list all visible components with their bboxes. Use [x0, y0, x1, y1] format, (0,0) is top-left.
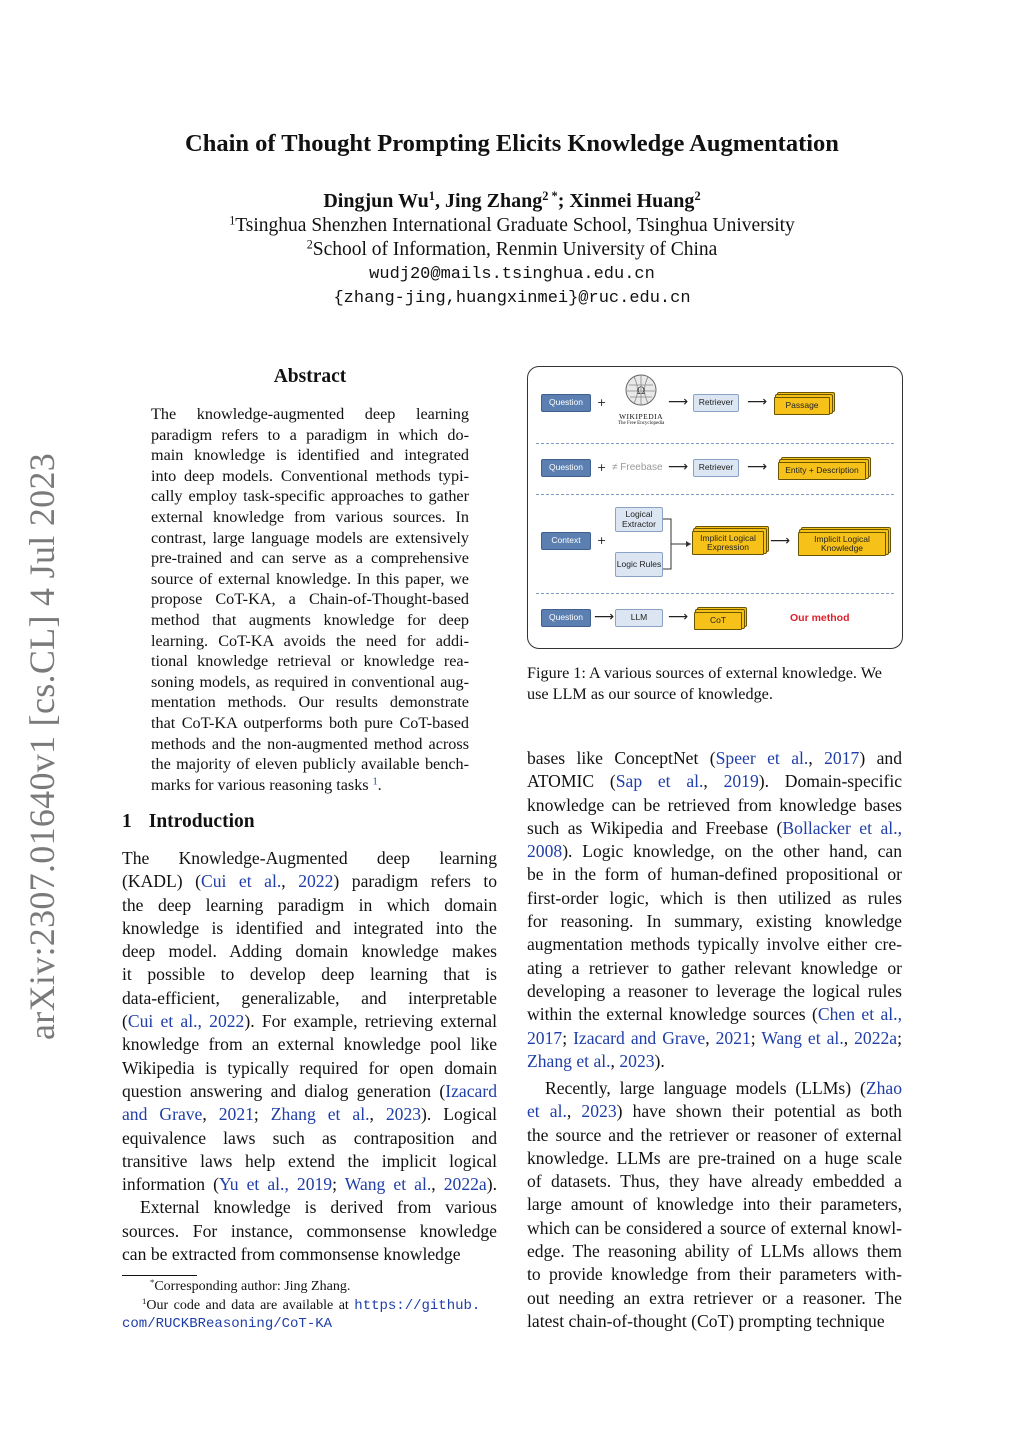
question-box: Question [541, 459, 591, 477]
abstract-line: paradigm refers to a paradigm in which do- [151, 425, 469, 444]
abstract-line: the majority of eleven publicly available bench- [151, 755, 469, 774]
abstract-line: soning models, as required in conventional aug- [151, 672, 469, 691]
plus-symbol: + [597, 396, 607, 409]
citation-link[interactable]: 2017 [527, 1027, 563, 1048]
abstract-line: cally employ task-specific approaches to gather [151, 487, 469, 506]
text-line: knowledge can be retrieved from knowledge bases [527, 794, 902, 815]
text-line: the source and the retriever or reasoner of external [527, 1124, 902, 1145]
arrow-icon: ⟶ [770, 533, 791, 549]
text-line: data-efficient, generalizable, and interpretable [122, 987, 497, 1008]
retriever-box: Retriever [693, 459, 739, 477]
text-line: Recently, large language models (LLMs) (Zhao [545, 1078, 902, 1098]
figure-caption: Figure 1: A various sources of external knowledge. We use LLM as our source of knowledge. [527, 664, 882, 703]
citation-link[interactable]: 2023 [619, 1050, 655, 1071]
abstract-line: methods and the non-augmented method across [151, 734, 469, 753]
footnote: *Corresponding author: Jing Zhang. [150, 1277, 351, 1294]
citation-link[interactable]: 2021 [218, 1104, 254, 1125]
text-line: such as Wikipedia and Freebase (Bollacker et al., [527, 817, 902, 838]
citation-link[interactable]: Zhao [865, 1078, 902, 1098]
citation-link[interactable]: Sap et al. [615, 771, 704, 792]
citation-link[interactable]: 2017 [824, 748, 860, 768]
text-line: et al., 2023) have shown their potential as both [527, 1101, 902, 1122]
citation-link[interactable]: 2022a [443, 1174, 487, 1195]
abstract-line: mentation methods. Our results demonstrate [151, 693, 469, 712]
affiliation: $^2$School of Information, Renmin University of China [306, 237, 718, 260]
abstract-line: learning. CoT-KA avoids the need for addi- [151, 631, 469, 650]
arrow-icon: ⟶ [668, 394, 689, 410]
author-name: Dingjun Wu [323, 190, 429, 212]
affiliation: $^1$Tsinghua Shenzhen International Graduate School, Tsinghua University [229, 213, 795, 236]
question-box: Question [541, 394, 591, 412]
text-line: bases like ConceptNet (Speer et al., 2017) and [527, 748, 902, 768]
arrow-icon: ⟶ [668, 609, 689, 625]
footnote-divider [122, 1275, 197, 1276]
arrow-icon: ⟶ [668, 459, 689, 475]
text-line: 2008). Logic knowledge, on the other hand, can [527, 841, 902, 862]
author-name: , Jing Zhang [434, 190, 543, 212]
text-line: within the external knowledge sources (Chen et al., [527, 1004, 902, 1025]
citation-link[interactable]: 2019 [723, 771, 759, 792]
citation-link[interactable]: Bollacker et al., [782, 817, 902, 838]
our-method-label: Our method [790, 612, 850, 624]
text-line: developing a reasoner to leverage the logical rules [527, 980, 902, 1001]
text-line: Wikipedia is typically required for open domain [122, 1057, 497, 1078]
citation-link[interactable]: Zhang et al. [270, 1104, 370, 1125]
question-box: Question [541, 609, 591, 627]
text-line: External knowledge is derived from various [140, 1197, 497, 1218]
text-line: knowledge is identified and integrated into the [122, 917, 497, 938]
text-line: can be extracted from commonsense knowledge [122, 1244, 461, 1265]
text-line: the deep learning paradigm in which domain [122, 894, 497, 915]
globe-icon [624, 373, 658, 407]
code-url-link[interactable]: https://github. [354, 1297, 481, 1314]
implicit-knowledge-box: Implicit Logical Knowledge [798, 532, 886, 556]
abstract-line: propose CoT-KA, a Chain-of-Thought-based [151, 590, 469, 609]
citation-link[interactable]: Cui et al. [200, 871, 282, 892]
implicit-expression-box: Implicit Logical Expression [692, 531, 764, 555]
text-line: to provide knowledge from their parameters with- [527, 1264, 902, 1285]
row-divider [536, 593, 894, 594]
wikipedia-tagline: The Free Encyclopedia [618, 421, 665, 426]
text-line: sources. For instance, commonsense knowledge [122, 1220, 497, 1241]
affiliation-marker: 2 [694, 189, 701, 204]
merge-arrow-icon [663, 515, 693, 573]
citation-link[interactable]: 2022 [298, 871, 334, 892]
freebase-logo: ≠ Freebase [612, 462, 663, 473]
text-line: knowledge from an external knowledge pool like [122, 1034, 497, 1055]
text-line: Zhang et al., 2023). [527, 1050, 665, 1071]
citation-link[interactable]: and Grave [122, 1104, 203, 1125]
text-line: augmentation methods typically involve either cre- [527, 934, 902, 955]
footnotes [122, 1278, 500, 1334]
footnote: $^1$Our code and data are available at https://github. [142, 1295, 481, 1314]
intro-right-column-bottom [527, 1077, 902, 1333]
citation-link[interactable]: 2023 [385, 1104, 422, 1125]
section-heading: 1 Introduction [122, 811, 255, 832]
code-url-link[interactable]: com/RUCKBReasoning/CoT-KA [122, 1316, 333, 1332]
affiliation-marker: 1 [428, 189, 435, 204]
wikipedia-wordmark: WIKIPEDIA [618, 412, 664, 421]
abstract-line: pre-trained and can serve as a comprehensive [151, 549, 469, 568]
abstract-line: contrast, large language models are extensively [151, 528, 469, 547]
text-line: ATOMIC (Sap et al., 2019). Domain-specific [527, 771, 902, 792]
logic-rules-box: Logic Rules [615, 552, 663, 577]
abstract-heading: Abstract [273, 366, 347, 387]
citation-link[interactable]: 2023 [581, 1101, 617, 1122]
wikipedia-logo [618, 373, 664, 433]
abstract-line: The knowledge-augmented deep learning [151, 405, 469, 423]
svg-text:Ω: Ω [636, 386, 646, 397]
text-line: knowledge. LLMs are pre-trained on a huge scale [527, 1147, 902, 1168]
abstract-line: into deep models. Conventional methods typi- [151, 466, 469, 485]
text-line: of datasets. Thus, they have already embedded a [527, 1171, 902, 1192]
abstract-line: source of external knowledge. In this paper, we [151, 569, 469, 588]
text-line: 2017; Izacard and Grave, 2021; Wang et al., 2022a; [527, 1027, 902, 1048]
citation-link[interactable]: Izacard and Grave [573, 1027, 706, 1048]
context-box: Context [541, 532, 591, 550]
plus-symbol: + [597, 534, 607, 547]
text-line: deep model. Adding domain knowledge makes [122, 941, 497, 962]
citation-link[interactable]: Speer et al. [715, 748, 809, 768]
citation-link[interactable]: et al. [527, 1101, 567, 1122]
abstract-line: main knowledge is identified and integrated [151, 446, 469, 465]
citation-link[interactable]: 2022a [854, 1027, 898, 1048]
plus-symbol: + [597, 461, 607, 474]
citation-link[interactable]: Zhang et al. [527, 1050, 611, 1071]
arxiv-identifier: arXiv:2307.01640v1 [cs.CL] 4 Jul 2023 [22, 452, 62, 1040]
text-line: information (Yu et al., 2019; Wang et al., 2022a). [122, 1174, 497, 1195]
passage-box: Passage [774, 397, 830, 415]
text-line: which can be considered a source of external knowl- [527, 1217, 902, 1238]
arrow-icon: ⟶ [594, 609, 615, 625]
text-line: latest chain-of-thought (CoT) prompting technique [527, 1310, 885, 1331]
text-line: ating a retriever to gather relevant knowledge or [527, 957, 902, 978]
author-list [120, 190, 904, 213]
author-name: ; Xinmei Huang [557, 190, 695, 212]
row-divider [536, 494, 894, 495]
citation-link[interactable]: Izacard [445, 1080, 497, 1101]
retriever-box: Retriever [693, 394, 739, 412]
abstract-text [151, 404, 469, 795]
text-line: transitive laws help extend the implicit logical [122, 1150, 497, 1171]
author-email: {zhang-jing,huangxinmei}@ruc.edu.cn [333, 289, 691, 308]
paper-title: Chain of Thought Prompting Elicits Knowledge Augmentation [185, 130, 839, 157]
arrow-icon: ⟶ [747, 394, 768, 410]
citation-link[interactable]: 2021 [715, 1027, 751, 1048]
footnote-marker[interactable]: 1 [372, 776, 378, 788]
abstract-line: method that augments knowledge for deep [151, 610, 469, 629]
citation-link[interactable]: Cui et al., 2022 [127, 1011, 245, 1032]
citation-link[interactable]: 2008 [527, 841, 563, 862]
text-line: for reasoning. In summary, existing knowledge [527, 911, 902, 932]
citation-link[interactable]: Wang et al. [344, 1174, 432, 1195]
text-line: out needing an extra retriever or a reasoner. The [527, 1287, 902, 1308]
arrow-icon: ⟶ [747, 459, 768, 475]
text-line: (Cui et al., 2022). For example, retrieving external [122, 1011, 497, 1032]
figure-knowledge-sources [527, 366, 903, 649]
freebase-icon: ≠ [612, 462, 621, 473]
llm-box: LLM [615, 609, 663, 627]
text-line: edge. The reasoning ability of LLMs allows them [527, 1241, 902, 1262]
row-divider [536, 443, 894, 444]
text-line: The Knowledge-Augmented deep learning [122, 848, 497, 868]
author-email: wudj20@mails.tsinghua.edu.cn [369, 265, 655, 284]
text-line: (KADL) (Cui et al., 2022) paradigm refers to [122, 871, 497, 892]
citation-link[interactable]: Wang et al. [761, 1027, 844, 1048]
intro-left-column [122, 847, 497, 1266]
intro-right-column-top [527, 747, 902, 1073]
abstract-line: marks for various reasoning tasks $^1$. [151, 775, 382, 794]
logical-extractor-box: Logical Extractor [615, 507, 663, 532]
abstract-line: tional knowledge retrieval or knowledge rea- [151, 652, 469, 671]
text-line: be in the form of human-defined propositional or [527, 864, 902, 885]
text-line: equivalence laws such as contraposition and [122, 1127, 497, 1148]
abstract-line: external knowledge from various sources. In [151, 507, 469, 526]
text-line: it possible to develop deep learning that is [122, 964, 497, 985]
abstract-line: that CoT-KA outperforms both pure CoT-based [151, 713, 469, 732]
text-line: first-order logic, which is then utilized as rules [527, 887, 902, 908]
text-line: and Grave, 2021; Zhang et al., 2023). Logical [122, 1104, 497, 1125]
citation-link[interactable]: Chen et al., [817, 1004, 902, 1025]
cot-box: CoT [694, 612, 742, 630]
entity-description-box: Entity + Description [778, 462, 866, 480]
text-line: large amount of knowledge into their parameters, [527, 1194, 902, 1215]
affiliation-marker: 2 * [542, 189, 558, 204]
citation-link[interactable]: Yu et al., 2019 [218, 1174, 333, 1195]
text-line: question answering and dialog generation (Izacard [122, 1080, 497, 1101]
